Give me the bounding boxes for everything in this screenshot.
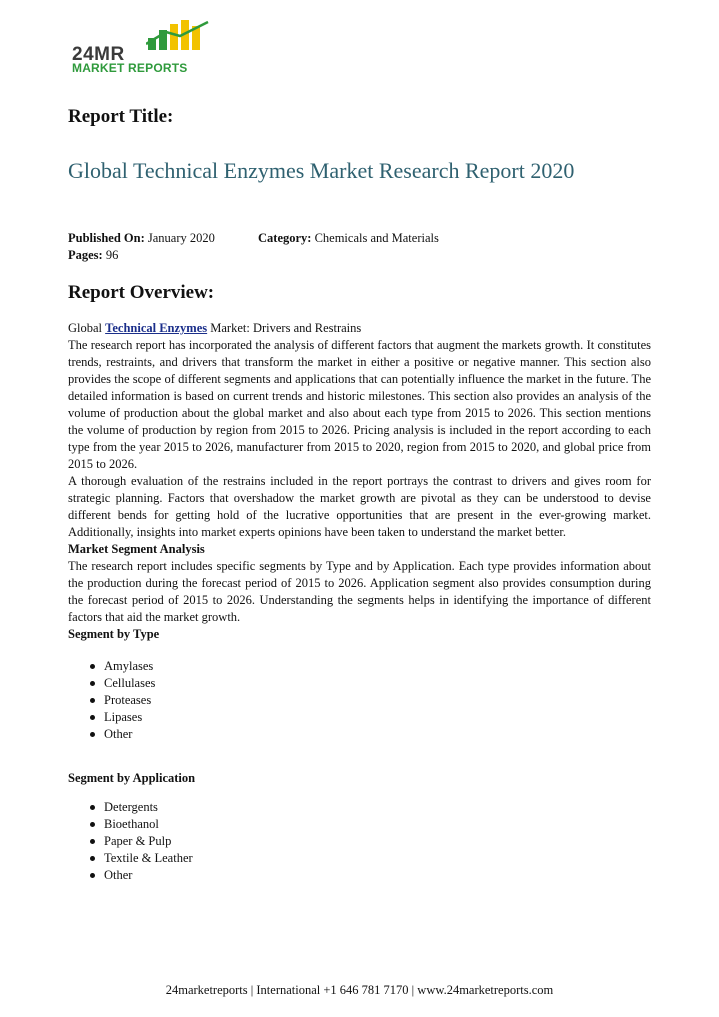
technical-enzymes-link[interactable]: Technical Enzymes	[105, 321, 208, 335]
overview-paragraph-3: The research report includes specific segments by Type and by Application. Each type provides information about the production during the forecast period of 2015 to 2026. Application segment also provides consumption during the forecast period of 2015 to 2026. Understanding the segments helps in identifying the importance of different factors that aid the market growth.	[68, 559, 651, 624]
category-label: Category:	[258, 231, 312, 245]
overview-paragraph-1: The research report has incorporated the analysis of different factors that augment the markets growth. It constitutes trends, restraints, and drivers that transform the market in either a positive or negative manner. This section also provides the scope of different segments and applications that can potentially influence the market in the future. The detailed information is based on current trends and historic milestones. This section also provides an analysis of the volume of production about the global market and also about each type from 2015 to 2026. This section mentions the volume of production by region from 2015 to 2026. Pricing analysis is included in the report according to each type from the year 2015 to 2026, manufacturer from 2015 to 2020, region from 2015 to 2020, and global price from 2015 to 2026.	[68, 338, 651, 471]
segment-type-list	[68, 658, 155, 743]
report-meta	[68, 230, 439, 264]
list-item: Other	[68, 867, 193, 884]
overview-paragraph-2: A thorough evaluation of the restrains included in the report portrays the contrast to drivers and gives room for strategic planning. Factors that overshadow the market growth are pivotal as they can be understood to devise different bends for getting hold of the lucrative opportunities that are present in the ever-growing market. Additionally, insights into market experts opinions have been taken to understand the market better.	[68, 474, 651, 539]
segment-application-list	[68, 799, 193, 884]
pages-label: Pages:	[68, 248, 103, 262]
report-title-label: Report Title:	[68, 106, 174, 127]
published-value: January 2020	[147, 231, 215, 245]
published-label: Published On:	[68, 231, 145, 245]
list-item: Amylases	[68, 658, 155, 675]
list-item: Proteases	[68, 692, 155, 709]
list-item: Other	[68, 726, 155, 743]
market-segment-analysis-heading: Market Segment Analysis	[68, 542, 205, 556]
list-item: Bioethanol	[68, 816, 193, 833]
category	[258, 230, 439, 247]
intro-prefix: Global	[68, 321, 106, 335]
logo-text-bottom: MARKET REPORTS	[72, 61, 188, 75]
segment-by-application-heading: Segment by Application	[68, 771, 196, 785]
segment-by-type-heading: Segment by Type	[68, 627, 160, 641]
pages-value: 96	[105, 248, 119, 262]
list-item: Paper & Pulp	[68, 833, 193, 850]
bar-chart-logo-icon	[146, 20, 216, 50]
list-item: Detergents	[68, 799, 193, 816]
company-logo	[70, 20, 220, 76]
overview-body	[68, 320, 651, 643]
overview-intro	[68, 320, 651, 337]
category-value: Chemicals and Materials	[314, 231, 439, 245]
logo-text-top: 24MR	[72, 44, 125, 65]
published-on	[68, 230, 215, 247]
pages	[68, 247, 215, 264]
page-footer: 24marketreports | International +1 646 781 7170 | www.24marketreports.com	[165, 983, 554, 997]
list-item: Cellulases	[68, 675, 155, 692]
intro-suffix: Market: Drivers and Restrains	[207, 321, 362, 335]
report-title: Global Technical Enzymes Market Research Report 2020	[68, 158, 575, 183]
list-item: Textile & Leather	[68, 850, 193, 867]
list-item: Lipases	[68, 709, 155, 726]
report-overview-label: Report Overview:	[68, 282, 215, 303]
